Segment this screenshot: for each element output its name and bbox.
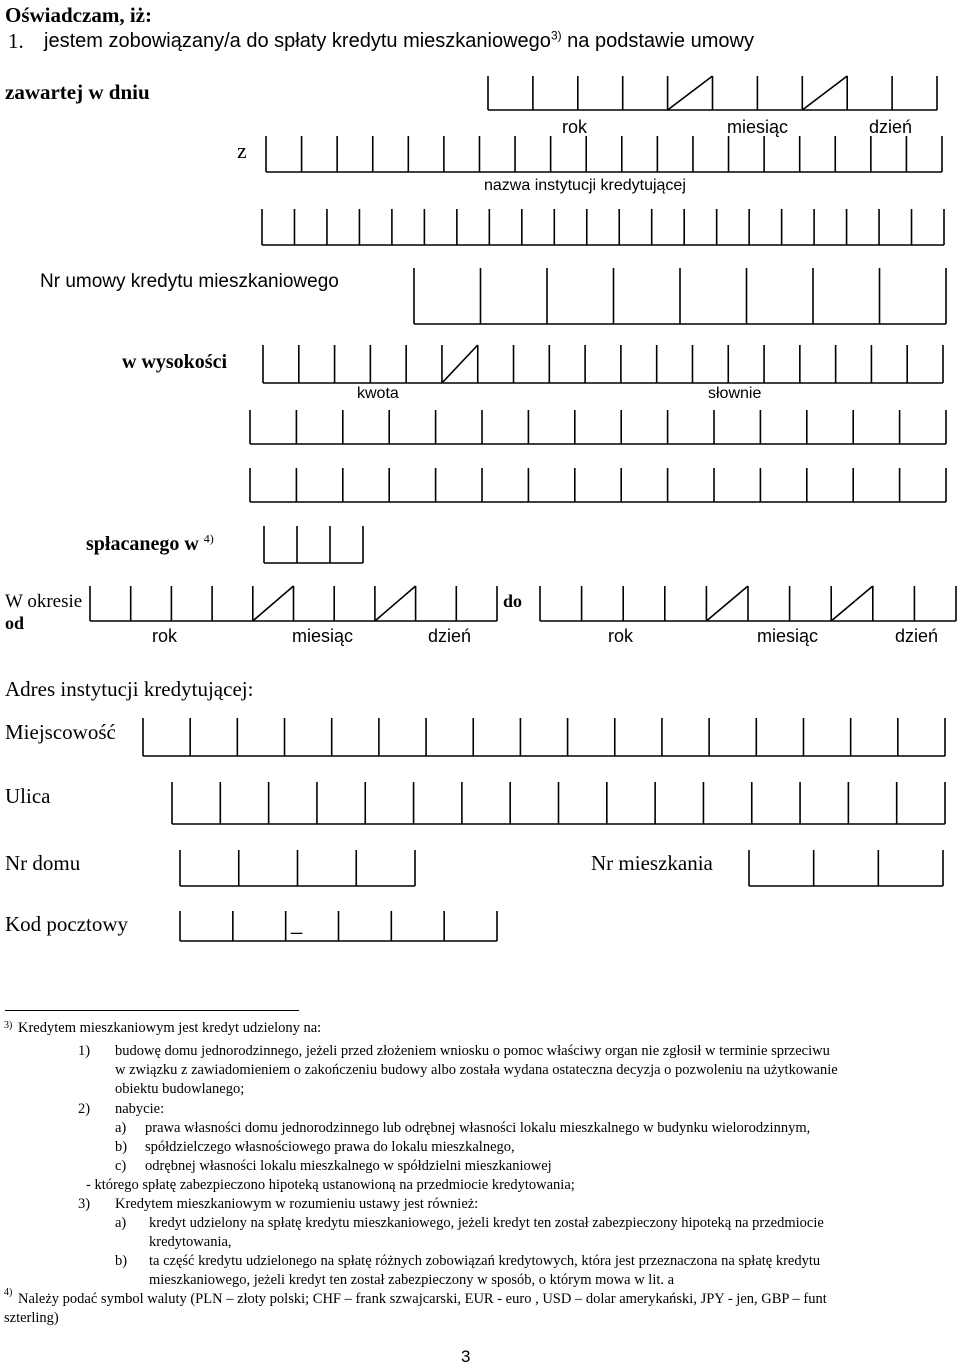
to-rok-label: rok bbox=[608, 626, 634, 646]
comb-lines bbox=[0, 468, 960, 504]
fn3-item3a-line1: kredyt udzielony na spłatę kredytu mieszkaniowego, jeżeli kredyt ten został zabezpieczony hipoteką na przedmiocie bbox=[149, 1215, 824, 1231]
item-number: 1. bbox=[8, 29, 24, 53]
declaration-text: jestem zobowiązany/a do spłaty kredytu mieszkaniowego$^{3)}$ na podstawie umowy bbox=[44, 28, 754, 52]
fn3-item1-num: 1) bbox=[78, 1043, 91, 1059]
contract-number-label: Nr umowy kredytu mieszkaniowego bbox=[40, 271, 339, 292]
comb-lines bbox=[0, 345, 960, 385]
street-comb[interactable] bbox=[0, 782, 960, 826]
comb-lines bbox=[0, 526, 960, 565]
z-label: z bbox=[237, 138, 247, 163]
fn3-item3b-line1: ta część kredytu udzielonego na spłatę różnych zobowiązań kredytowych, która jest przeznaczona na spłatę kredytu bbox=[149, 1253, 821, 1269]
fn3-item2a-text: prawa własności domu jednorodzinnego lub odrębnej własności lokalu mieszkalnego w budynku wielorodzinnym, bbox=[145, 1120, 811, 1136]
footnote-ref-4: 4) bbox=[203, 531, 214, 546]
comb-separator-slash bbox=[442, 345, 478, 383]
address-title: Adres instytucji kredytującej: bbox=[5, 677, 254, 701]
comb-lines bbox=[0, 782, 960, 826]
fn3-item2-num: 2) bbox=[78, 1101, 91, 1117]
comb-separator-slash bbox=[831, 586, 873, 621]
fn4-line1: Należy podać symbol waluty (PLN – złoty polski; CHF – frank szwajcarski, EUR - euro , USD – dolar amerykański, JPY - jen, GBP – funt bbox=[18, 1291, 827, 1307]
currency-label: spłacanego w $^{4)}$ bbox=[86, 531, 214, 555]
postal-code-label: Kod pocztowy bbox=[5, 912, 129, 936]
comb-lines bbox=[0, 209, 960, 247]
street-label: Ulica bbox=[5, 784, 51, 808]
fn3-item3-text: Kredytem mieszkaniowym w rozumieniu ustawy jest również: bbox=[115, 1196, 479, 1212]
from-dzien-label: dzień bbox=[428, 626, 472, 646]
fn4-line2: szterling) bbox=[4, 1310, 59, 1326]
to-miesiac-label: miesiąc bbox=[757, 626, 819, 646]
date-label-dzien: dzień bbox=[869, 117, 913, 137]
period-from-label: od bbox=[5, 613, 25, 633]
currency-comb[interactable] bbox=[0, 526, 960, 565]
from-miesiac-label: miesiąc bbox=[292, 626, 354, 646]
from-rok-label: rok bbox=[152, 626, 178, 646]
comb-separator-slash bbox=[668, 76, 713, 110]
amount-words-comb-2[interactable] bbox=[0, 468, 960, 504]
period-to-label: do bbox=[503, 591, 523, 611]
fn3-item3b-line2: mieszkaniowego, jeżeli kredyt ten został zabezpieczony w sposób, o którym mowa w lit. a bbox=[149, 1272, 675, 1288]
comb-lines bbox=[0, 76, 960, 112]
fn3-item2-text: nabycie: bbox=[115, 1101, 165, 1117]
amount-slownie-label: słownie bbox=[708, 385, 762, 402]
footnote-ref-3: 3) bbox=[550, 28, 562, 43]
fn3-item2b-text: spółdzielczego własnościowego prawa do lokalu mieszkalnego, bbox=[145, 1139, 515, 1155]
comb-lines bbox=[0, 136, 960, 174]
postal-code-comb[interactable] bbox=[0, 911, 960, 943]
amount-kwota-label: kwota bbox=[357, 385, 399, 402]
comb-separator-slash bbox=[706, 586, 748, 621]
amount-label: w wysokości bbox=[122, 351, 228, 373]
postal-code-dash: _ bbox=[291, 913, 303, 935]
fn3-item1-line2: w związku z zawiadomieniem o zakończeniu budowy albo została wydana ostateczna decyzja o pozwoleniu na użytkowanie bbox=[115, 1062, 838, 1078]
fn3-item2c-num: c) bbox=[115, 1158, 127, 1174]
fn4-mark: 4) bbox=[4, 1287, 13, 1298]
fn3-item3-num: 3) bbox=[78, 1196, 91, 1212]
fn3-item2c-text: odrębnej własności lokalu mieszkalnego w spółdzielni mieszkaniowej bbox=[145, 1158, 552, 1174]
fn3-hipoteka-text: - którego spłatę zabezpieczono hipoteką ustanowioną na przedmiocie kredytowania; bbox=[86, 1177, 575, 1193]
comb-lines bbox=[0, 268, 960, 326]
period-label: W okresie bbox=[5, 591, 83, 612]
fn3-mark: 3) bbox=[4, 1020, 13, 1031]
amount-comb[interactable] bbox=[0, 345, 960, 385]
date-label-rok: rok bbox=[562, 117, 588, 137]
fn3-item3b-num: b) bbox=[115, 1253, 128, 1269]
comb-lines bbox=[0, 911, 960, 943]
fn3-item3a-line2: kredytowania, bbox=[149, 1234, 232, 1250]
zawartej-label: zawartej w dniu bbox=[5, 80, 150, 104]
date-label-miesiac: miesiąc bbox=[727, 117, 789, 137]
house-number-label: Nr domu bbox=[5, 851, 81, 875]
city-comb[interactable] bbox=[0, 718, 960, 758]
to-dzien-label: dzień bbox=[895, 626, 939, 646]
fn3-item3a-num: a) bbox=[115, 1215, 127, 1231]
fn3-item1-line1: budowę domu jednorodzinnego, jeżeli przed złożeniem wniosku o pomoc właściwy organ nie zgłosił w terminie sprzeciwu bbox=[115, 1043, 830, 1059]
declaration-heading: Oświadczam, iż: bbox=[5, 3, 152, 27]
flat-number-label: Nr mieszkania bbox=[591, 851, 713, 875]
fn3-item2a-num: a) bbox=[115, 1120, 127, 1136]
comb-lines bbox=[0, 586, 960, 623]
footnote-separator bbox=[5, 1010, 299, 1011]
comb-lines bbox=[0, 410, 960, 446]
fn3-item2b-num: b) bbox=[115, 1139, 128, 1155]
comb-lines bbox=[0, 850, 960, 888]
comb-lines bbox=[0, 718, 960, 758]
fn3-item1-line3: obiektu budowlanego; bbox=[115, 1081, 245, 1097]
fn3-text: Kredytem mieszkaniowym jest kredyt udzielony na: bbox=[18, 1020, 322, 1036]
institution-name-comb-1[interactable] bbox=[0, 136, 960, 174]
institution-name-comb-2[interactable] bbox=[0, 209, 960, 247]
institution-name-label: nazwa instytucji kredytującej bbox=[484, 177, 686, 194]
amount-words-comb-1[interactable] bbox=[0, 410, 960, 446]
contract-number-comb[interactable] bbox=[0, 268, 960, 326]
page-number: 3 bbox=[461, 1347, 471, 1366]
flat-number-comb[interactable] bbox=[0, 850, 960, 888]
city-label: Miejscowość bbox=[5, 720, 116, 744]
comb-separator-slash bbox=[802, 76, 847, 110]
period-to-comb[interactable] bbox=[0, 586, 960, 623]
